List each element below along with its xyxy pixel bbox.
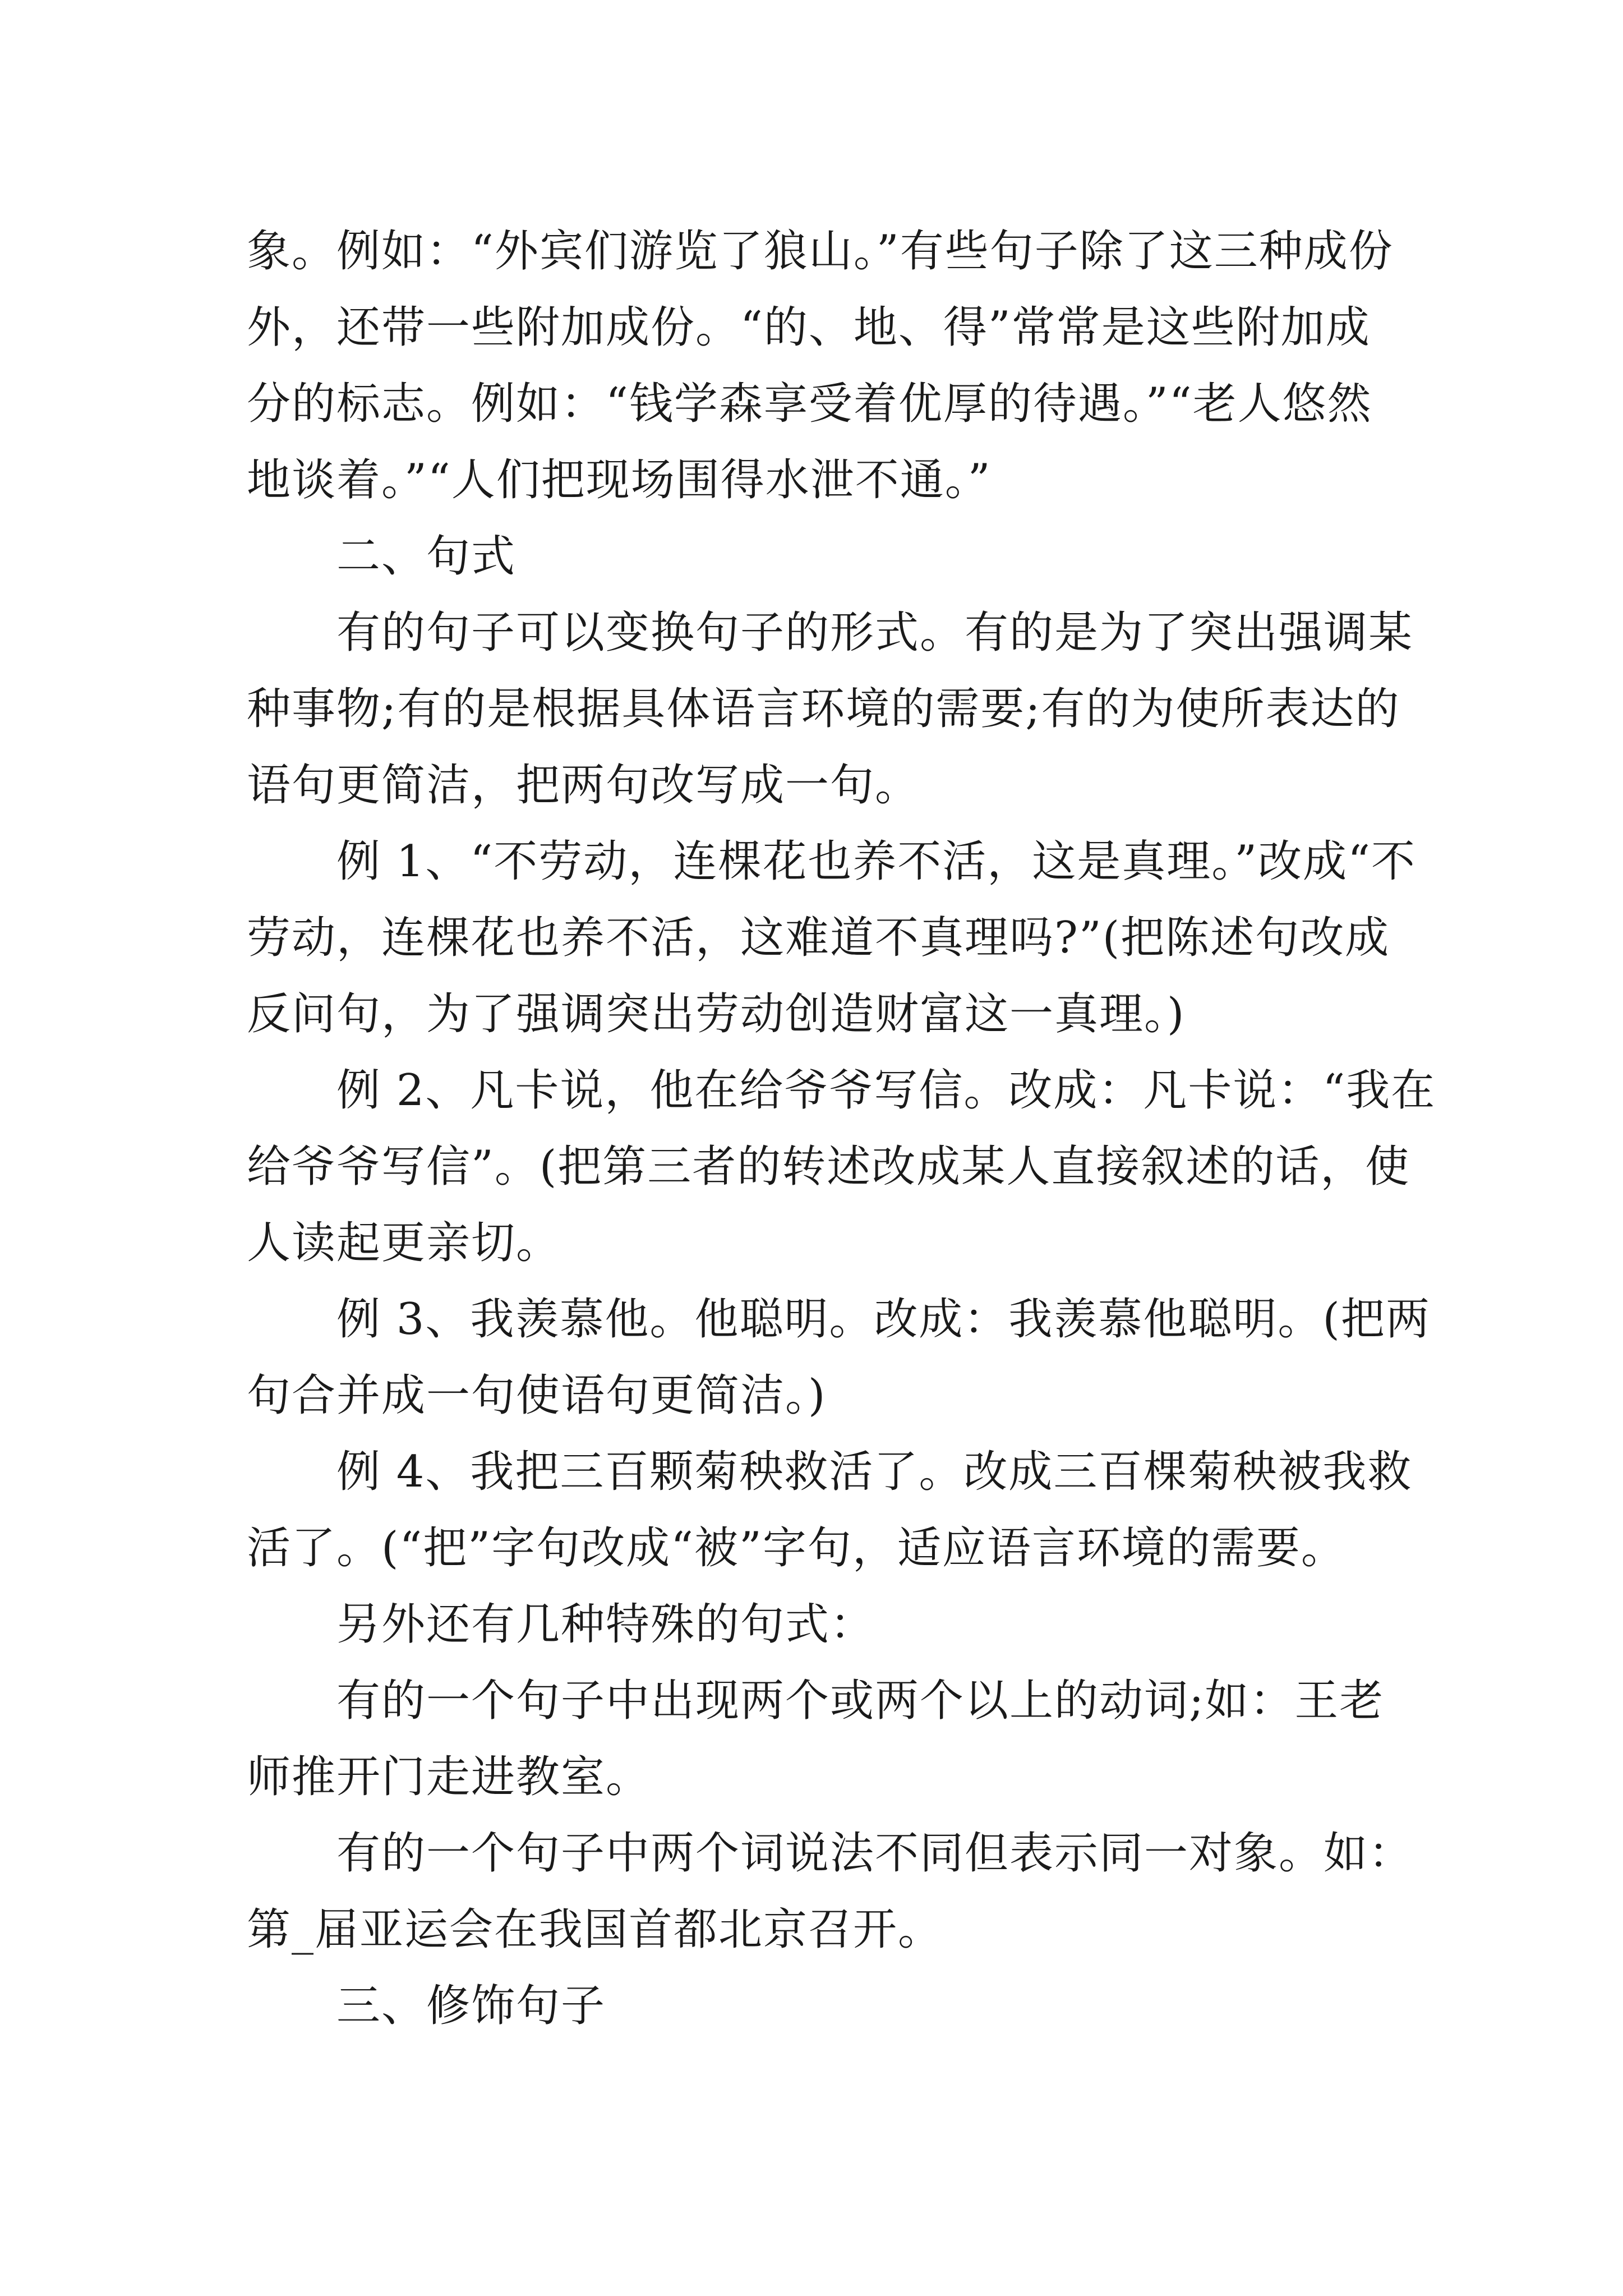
text-line: 有的一个句子中两个词说法不同但表示同一对象。如： — [336, 1828, 1414, 1879]
text-line: 外，还带一些附加成份。“的、地、得”常常是这些附加成 — [247, 302, 1371, 353]
text-line: 反问句，为了强调突出劳动创造财富这一真理。) — [247, 989, 1186, 1039]
text-line: 人读起更亲切。 — [247, 1218, 561, 1268]
text-line: 劳动，连棵花也养不活，这难道不真理吗?”(把陈述句改成 — [247, 913, 1390, 963]
example-3-line: 例 3、我羡慕他。他聪明。改成：我羡慕他聪明。(把两 — [336, 1294, 1431, 1345]
text-line: 师推开门走进教室。 — [247, 1752, 651, 1802]
body-text — [247, 213, 1436, 2044]
text-line: 分的标志。例如：“钱学森享受着优厚的待遇。”“老人悠然 — [247, 379, 1372, 429]
text-line: 第_届亚运会在我国首都北京召开。 — [247, 1904, 943, 1955]
example-1-line: 例 1、“不劳动，连棵花也养不活，这是真理。”改成“不 — [336, 836, 1417, 887]
text-line: 象。例如：“外宾们游览了狼山。”有些句子除了这三种成份 — [247, 226, 1394, 277]
text-line: 语句更简洁，把两句改写成一句。 — [247, 760, 920, 811]
example-4-line: 例 4、我把三百颗菊秧救活了。改成三百棵菊秧被我救 — [336, 1447, 1413, 1497]
text-line: 给爷爷写信”。(把第三者的转述改成某人直接叙述的话，使 — [247, 1142, 1410, 1192]
text-line: 活了。(“把”字句改成“被”字句，适应语言环境的需要。 — [247, 1523, 1346, 1573]
text-line: 种事物;有的是根据具体语言环境的需要;有的为使所表达的 — [247, 684, 1400, 734]
example-2-line: 例 2、凡卡说，他在给爷爷写信。改成：凡卡说：“我在 — [336, 1065, 1436, 1116]
text-line: 句合并成一句使语句更简洁。) — [247, 1370, 827, 1421]
text-line: 地谈着。”“人们把现场围得水泄不通。” — [247, 455, 992, 505]
section-heading-modifying-sentences: 三、修饰句子 — [336, 1981, 606, 2031]
text-line: 另外还有几种特殊的句式： — [336, 1599, 875, 1650]
text-line: 有的一个句子中出现两个或两个以上的动词;如：王老 — [336, 1676, 1385, 1726]
text-line: 有的句子可以变换句子的形式。有的是为了突出强调某 — [336, 608, 1414, 658]
section-heading-sentence-patterns: 二、句式 — [336, 531, 517, 582]
